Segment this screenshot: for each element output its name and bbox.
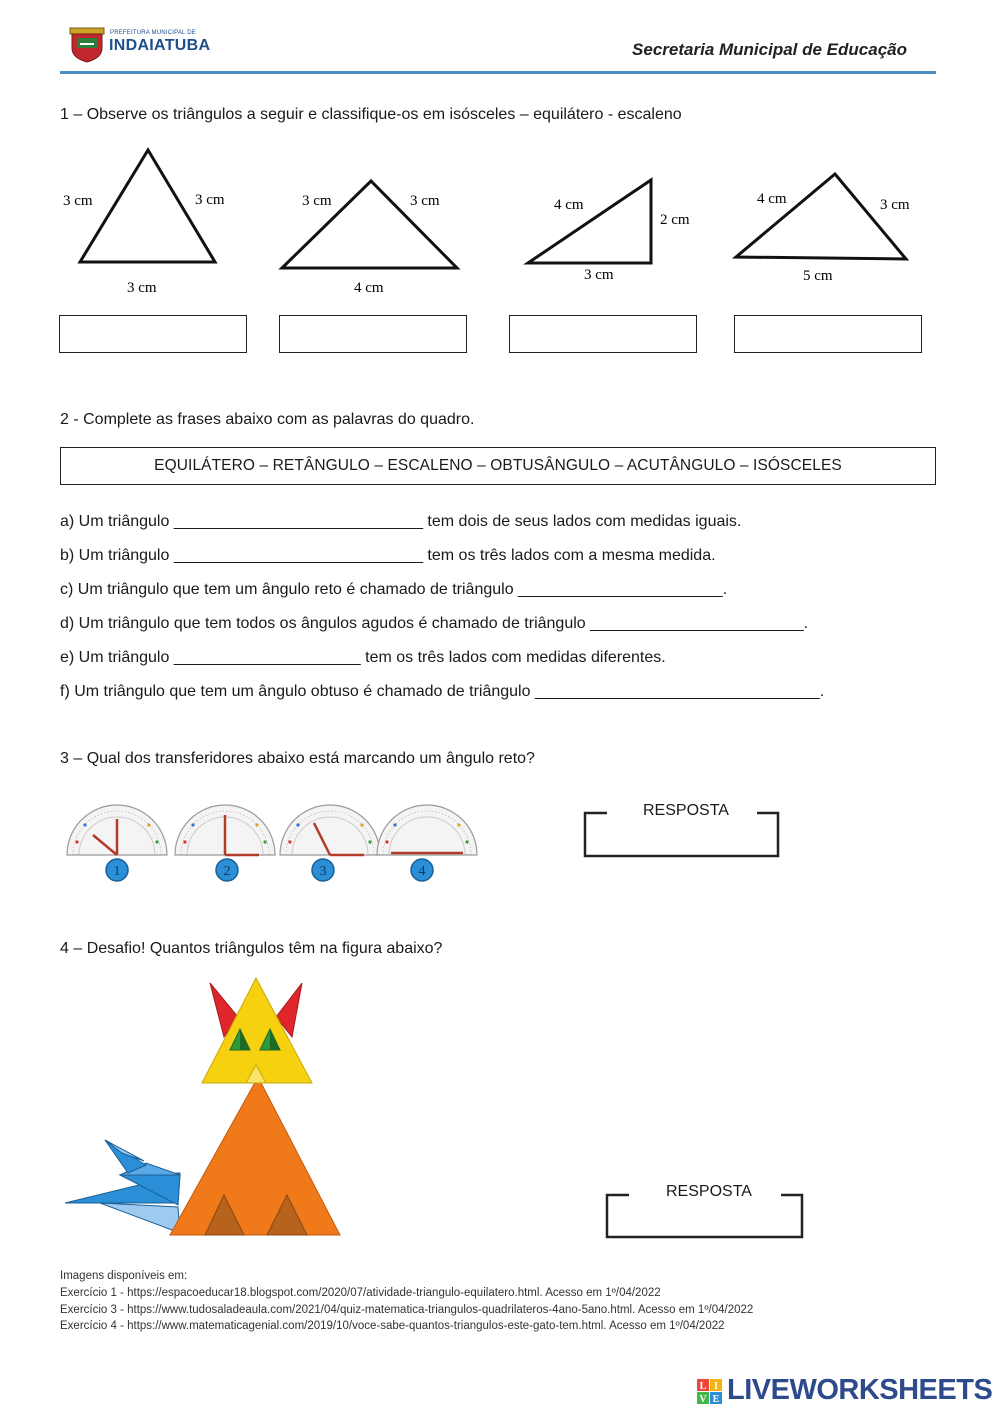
svg-text:E: E: [712, 1394, 720, 1405]
answer-label-q4: RESPOSTA: [666, 1183, 752, 1200]
header-divider: [60, 71, 936, 74]
protractor-1: [67, 805, 167, 855]
triangle-1-left-label: 3 cm: [63, 193, 93, 209]
sources-intro: Imagens disponíveis em:: [60, 1270, 188, 1282]
triangle-2-right-label: 3 cm: [410, 193, 440, 209]
question-4-prompt: 4 – Desafio! Quantos triângulos têm na figura abaixo?: [60, 940, 443, 957]
triangle-4-right-label: 3 cm: [880, 197, 910, 213]
city-crest-icon: [68, 24, 106, 64]
word-bank-text: EQUILÁTERO – RETÂNGULO – ESCALENO – OBTUSÂNGULO – ACUTÂNGULO – ISÓSCELES: [154, 457, 842, 474]
word-bank: [60, 447, 936, 485]
source-line-3: Exercício 4 - https://www.matematicagenial.com/2019/10/voce-sabe-quantos-triangulos-este-gato-tem.html. Acesso em 1º/04/2022: [60, 1320, 725, 1332]
triangle-2-base-label: 4 cm: [354, 280, 384, 296]
sentence-d[interactable]: d) Um triângulo que tem todos os ângulos agudos é chamado de triângulo ________________________.: [60, 615, 809, 632]
protractor-3-number: 3: [319, 864, 327, 879]
protractor-2-number: 2: [223, 864, 231, 879]
logo-subtitle: PREFEITURA MUNICIPAL DE: [110, 30, 196, 36]
answer-label-q3: RESPOSTA: [643, 802, 729, 819]
answer-box-1[interactable]: [59, 315, 247, 353]
question-3-prompt: 3 – Qual dos transferidores abaixo está marcando um ângulo reto?: [60, 750, 535, 767]
triangle-1-right-label: 3 cm: [195, 192, 225, 208]
source-line-2: Exercício 3 - https://www.tudosaladeaula.com/2021/04/quiz-matematica-triangulos-quadrilateros-4ano-5ano.html. Acesso em 1º/04/2022: [60, 1304, 754, 1316]
triangle-4-left-label: 4 cm: [757, 191, 787, 207]
triangle-3-right-label: 2 cm: [660, 212, 690, 228]
liveworksheets-badge-icon: [697, 1379, 723, 1405]
triangle-3: [528, 180, 651, 263]
answer-box-4[interactable]: [734, 315, 922, 353]
triangle-1-base-label: 3 cm: [127, 280, 157, 296]
triangle-3-base-label: 3 cm: [584, 267, 614, 283]
protractor-1-number: 1: [113, 864, 121, 879]
answer-box-2[interactable]: [279, 315, 467, 353]
svg-text:L: L: [699, 1381, 707, 1392]
triangle-4: [736, 174, 906, 259]
source-line-1: Exercício 1 - https://espacoeducar18.blogspot.com/2020/07/atividade-triangulo-equilatero.html. Acesso em 1º/04/2022: [60, 1287, 661, 1299]
protractor-4-number: 4: [418, 864, 426, 879]
cat-tail-piece: [100, 1203, 180, 1233]
triangle-4-base-label: 5 cm: [803, 268, 833, 284]
protractor-4: [377, 805, 477, 855]
logo-city-name: INDAIATUBA: [109, 37, 211, 54]
protractor-2: [175, 805, 275, 855]
sentence-a[interactable]: a) Um triângulo ____________________________ tem dois de seus lados com medidas iguais.: [60, 513, 742, 530]
sentence-c[interactable]: c) Um triângulo que tem um ângulo reto é chamado de triângulo _______________________.: [60, 581, 728, 598]
sentence-b[interactable]: b) Um triângulo ____________________________ tem os três lados com a mesma medida.: [60, 547, 716, 564]
sentence-f[interactable]: f) Um triângulo que tem um ângulo obtuso é chamado de triângulo ________________________________.: [60, 683, 825, 700]
cat-triangles-figure: [60, 975, 360, 1240]
sentence-e[interactable]: e) Um triângulo _____________________ tem os três lados com medidas diferentes.: [60, 649, 666, 666]
triangle-3-left-label: 4 cm: [554, 197, 584, 213]
cat-body: [170, 1077, 340, 1235]
triangle-2-left-label: 3 cm: [302, 193, 332, 209]
svg-text:V: V: [699, 1394, 707, 1405]
svg-text:I: I: [714, 1381, 718, 1392]
question-1-prompt: 1 – Observe os triângulos a seguir e classifique-os em isósceles – equilátero - escaleno: [60, 106, 682, 123]
protractor-3: [280, 805, 380, 855]
question-2-prompt: 2 - Complete as frases abaixo com as palavras do quadro.: [60, 411, 475, 428]
answer-box-3[interactable]: [509, 315, 697, 353]
protractors-figure: [60, 795, 480, 890]
liveworksheets-brand: LIVEWORKSHEETS: [727, 1374, 993, 1406]
triangles-figure: [55, 140, 945, 305]
secretaria-title: Secretaria Municipal de Educação: [632, 40, 907, 59]
